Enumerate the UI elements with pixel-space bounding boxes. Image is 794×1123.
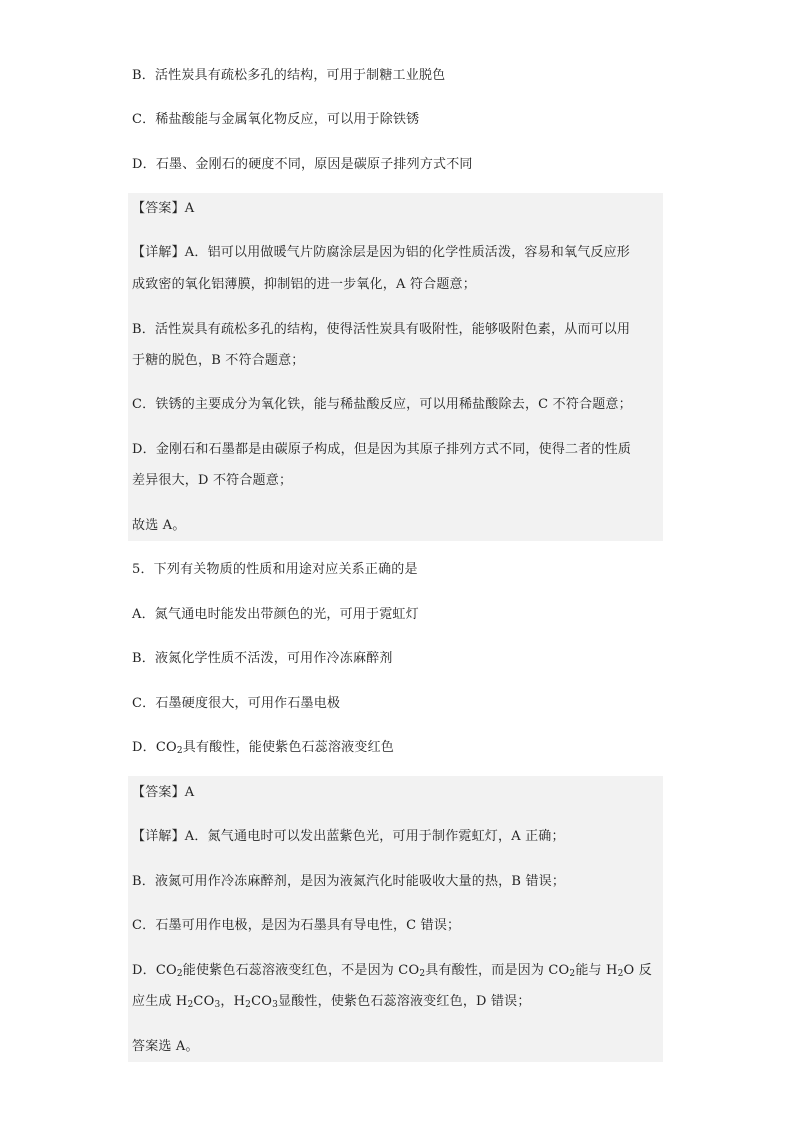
q5-option-a: A．氮气通电时能发出带颜色的光，可用于霓虹灯: [132, 607, 419, 622]
subscript: 2: [419, 969, 426, 979]
subscript: 2: [245, 1000, 252, 1010]
q4-option-b: B．活性炭具有疏松多孔的结构，可用于制糖工业脱色: [132, 68, 446, 83]
subscript: 2: [617, 969, 624, 979]
q5-detail-d-text: D．CO: [132, 963, 177, 978]
q5-detail-d-text: CO: [251, 994, 273, 1009]
q5-option-d-text: D．CO: [132, 740, 177, 755]
q5-detail-d-text: 能与 H: [575, 963, 618, 978]
q4-answer: 【答案】A: [132, 201, 195, 216]
q5-option-d: [132, 738, 394, 758]
q5-option-d-text: 具有酸性，能使紫色石蕊溶液变红色: [182, 740, 394, 755]
q4-detail-c: C．铁锈的主要成分为氧化铁，能与稀盐酸反应，可以用稀盐酸除去，C 不符合题意；: [132, 397, 632, 412]
q5-detail-d-text: 应生成 H: [132, 994, 188, 1009]
q5-detail-d-line1: [132, 961, 652, 981]
subscript: 2: [187, 1000, 194, 1010]
q4-option-c: C．稀盐酸能与金属氧化物反应，可以用于除铁锈: [132, 112, 420, 127]
subscript: 2: [176, 969, 183, 979]
q4-conclusion: 故选 A。: [132, 518, 186, 533]
q4-detail-b-line2: 于糖的脱色，B 不符合题意；: [132, 353, 305, 368]
subscript: 3: [272, 1000, 279, 1010]
q5-detail-a: 【详解】A．氮气通电时可以发出蓝紫色光，可用于制作霓虹灯，A 正确；: [132, 829, 565, 844]
q5-detail-d-line2: [132, 992, 531, 1012]
subscript: 2: [176, 746, 183, 756]
q5-option-b: B．液氮化学性质不活泼，可用作冷冻麻醉剂: [132, 651, 393, 666]
subscript: 3: [214, 1000, 221, 1010]
q5-detail-c: C．石墨可用作电极，是因为石墨具有导电性，C 错误；: [132, 918, 461, 933]
q5-conclusion: 答案选 A。: [132, 1039, 199, 1054]
subscript: 2: [569, 969, 576, 979]
q5-detail-d-text: 显酸性，使紫色石蕊溶液变红色，D 错误；: [278, 994, 531, 1009]
q4-detail-d-line1: D．金刚石和石墨都是由碳原子构成，但是因为其原子排列方式不同，使得二者的性质: [132, 442, 632, 457]
q5-option-c: C．石墨硬度很大，可用作石墨电极: [132, 696, 341, 711]
q5-stem: 5．下列有关物质的性质和用途对应关系正确的是: [132, 562, 418, 577]
q5-detail-b: B．液氮可用作冷冻麻醉剂，是因为液氮汽化时能吸收大量的热，B 错误；: [132, 874, 566, 889]
q5-detail-d-text: O 反: [623, 963, 652, 978]
q4-option-d: D．石墨、金刚石的硬度不同，原因是碳原子排列方式不同: [132, 157, 473, 172]
q4-detail-a-line2: 成致密的氧化铝薄膜，抑制铝的进一步氧化，A 符合题意；: [132, 277, 476, 292]
q4-detail-a-line1: 【详解】A．铝可以用做暖气片防腐涂层是因为铝的化学性质活泼，容易和氧气反应形: [132, 245, 630, 260]
q5-detail-d-text: 能使紫色石蕊溶液变红色，不是因为 CO: [182, 963, 420, 978]
q5-detail-d-text: CO: [193, 994, 215, 1009]
q5-detail-d-text: ，H: [220, 994, 246, 1009]
q5-detail-d-text: 具有酸性，而是因为 CO: [425, 963, 570, 978]
q5-answer: 【答案】A: [132, 785, 195, 800]
q4-detail-b-line1: B．活性炭具有疏松多孔的结构，使得活性炭具有吸附性，能够吸附色素，从而可以用: [132, 322, 631, 337]
q4-detail-d-line2: 差异很大，D 不符合题意；: [132, 473, 293, 488]
